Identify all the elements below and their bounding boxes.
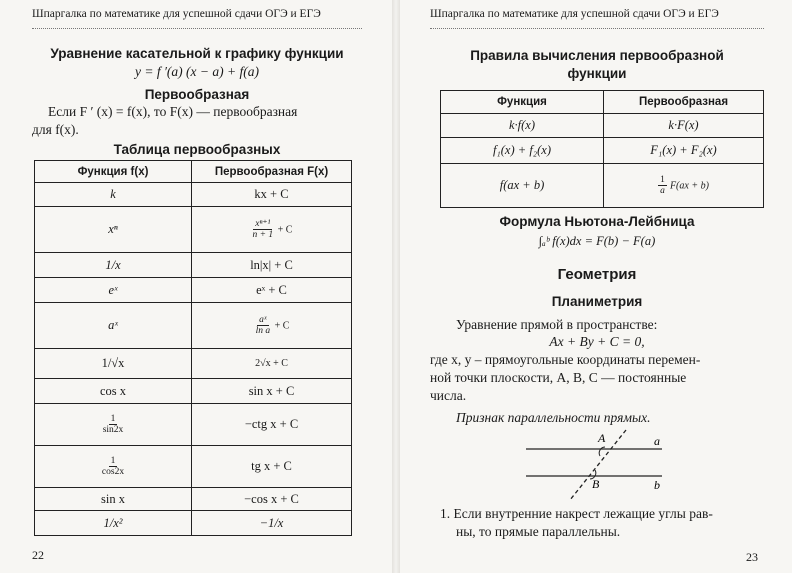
page-number-right: 23	[746, 550, 758, 564]
label-B: B	[592, 477, 600, 491]
table-header-row	[35, 161, 352, 183]
label-A: A	[598, 431, 606, 445]
cell-f: f₁(x) + f₂(x)	[441, 138, 604, 164]
cell-F	[604, 164, 764, 208]
antiderivative-def-line2: для f(x).	[32, 122, 79, 137]
rule1-line1: 1. Если внутренние накрест лежащие углы рав-	[440, 506, 713, 521]
fraction	[251, 219, 276, 240]
fraction-numerator: aˣ	[259, 315, 267, 325]
tangent-title: Уравнение касательной к графику функции	[50, 46, 344, 61]
cell-f: 1/x²	[35, 511, 192, 536]
cell-F	[192, 207, 352, 253]
cell-F: −ctg x + C	[192, 404, 352, 446]
line-eq: Ax + By + C = 0,	[549, 334, 645, 349]
cell-F: −cos x + C	[192, 488, 352, 511]
cell-F: k·F(x)	[604, 114, 764, 138]
book-gutter	[392, 0, 400, 573]
where-line1: где x, y – прямоугольные координаты перемен-	[430, 352, 701, 367]
cell-F: −1/x	[192, 511, 352, 536]
cell-F	[192, 303, 352, 349]
table-row	[35, 488, 352, 511]
fraction-denominator: ln a	[255, 326, 271, 336]
cell-f: aˣ	[35, 303, 192, 349]
cell-f: 1/x	[35, 253, 192, 278]
fraction-numerator: 1	[110, 414, 116, 424]
rules-title-line2: функции	[567, 66, 627, 81]
table-row	[35, 349, 352, 379]
planimetry-title: Планиметрия	[551, 294, 643, 309]
table-row	[35, 303, 352, 349]
line-eq-intro: Уравнение прямой в пространстве:	[456, 317, 658, 332]
where-line3: числа.	[430, 388, 467, 403]
fraction	[100, 456, 126, 477]
cell-F: ln|x| + C	[192, 253, 352, 278]
parallel-lines-diagram	[520, 428, 670, 503]
cell-f: k	[35, 183, 192, 207]
header-function: Функция f(x)	[35, 161, 192, 183]
cell-f: eˣ	[35, 278, 192, 303]
fraction	[101, 414, 126, 435]
header-antiderivative: Первообразная F(x)	[192, 161, 352, 183]
header-rule-right	[430, 28, 764, 29]
fraction-denominator: cos2x	[101, 467, 125, 477]
rules-row	[441, 164, 764, 208]
table-row	[35, 278, 352, 303]
antiderivative-table	[34, 160, 352, 536]
cell-F: tg x + C	[192, 446, 352, 488]
rules-header-function: Функция	[441, 91, 604, 114]
table-row	[35, 207, 352, 253]
rules-row	[441, 138, 764, 164]
label-a: a	[654, 434, 660, 448]
fraction-denominator: sin2x	[102, 425, 124, 435]
parallel-sign: Признак параллельности прямых.	[456, 410, 651, 425]
fraction-denominator: a	[660, 186, 665, 196]
left-page	[0, 0, 392, 573]
cell-F: eˣ + C	[192, 278, 352, 303]
table-row	[35, 253, 352, 278]
running-header-right: Шпаргалка по математике для успешной сдачи ОГЭ и ЕГЭ	[430, 8, 719, 20]
tangent-formula: y = f ′(a) (x − a) + f(a)	[135, 64, 259, 79]
cell-F: kx + C	[192, 183, 352, 207]
cell-f: 1/√x	[35, 349, 192, 379]
cell-f: xⁿ	[35, 207, 192, 253]
cell-F: 2√x + C	[192, 349, 352, 379]
fraction-denominator: n + 1	[252, 230, 274, 240]
table-row	[35, 511, 352, 536]
rules-header-antiderivative: Первообразная	[604, 91, 764, 114]
antiderivative-def-line1: Если F ′ (x) = f(x), то F(x) — первообразная	[48, 104, 298, 119]
cell-f: sin x	[35, 488, 192, 511]
fraction	[254, 315, 273, 336]
where-line2: ной точки плоскости, A, B, C — постоянные	[430, 370, 687, 385]
table-row	[35, 404, 352, 446]
cell-f	[35, 404, 192, 446]
right-page	[400, 0, 792, 573]
cell-f	[35, 446, 192, 488]
fraction	[658, 175, 667, 196]
newton-title: Формула Ньютона-Лейбница	[499, 214, 695, 229]
fraction-numerator: 1	[660, 175, 665, 185]
fraction-numerator: 1	[110, 456, 116, 466]
table-row	[35, 183, 352, 207]
fraction-tail: + C	[275, 224, 293, 236]
cell-F: F₁(x) + F₂(x)	[604, 138, 764, 164]
cell-f: k·f(x)	[441, 114, 604, 138]
fraction-tail: F(ax + b)	[669, 180, 709, 192]
rules-row	[441, 114, 764, 138]
rule1-line2: ны, то прямые параллельны.	[456, 524, 621, 539]
rules-title-line1: Правила вычисления первообразной	[470, 48, 724, 63]
table-title: Таблица первообразных	[113, 142, 281, 157]
geometry-title: Геометрия	[557, 266, 637, 283]
fraction-tail: + C	[272, 320, 290, 332]
cell-f: f(ax + b)	[441, 164, 604, 208]
table-row	[35, 446, 352, 488]
running-header-left: Шпаргалка по математике для успешной сдачи ОГЭ и ЕГЭ	[32, 8, 321, 20]
header-rule-left	[32, 28, 362, 29]
cell-F: sin x + C	[192, 379, 352, 404]
newton-formula: ∫ₐᵇ f(x)dx = F(b) − F(a)	[538, 234, 656, 248]
label-b: b	[654, 478, 660, 492]
page-number-left: 22	[32, 548, 44, 562]
fraction-numerator: xⁿ⁺¹	[255, 219, 271, 229]
rules-header-row	[441, 91, 764, 114]
antiderivative-title: Первообразная	[144, 87, 250, 102]
rules-table	[440, 90, 764, 208]
cell-f: cos x	[35, 379, 192, 404]
table-row	[35, 379, 352, 404]
